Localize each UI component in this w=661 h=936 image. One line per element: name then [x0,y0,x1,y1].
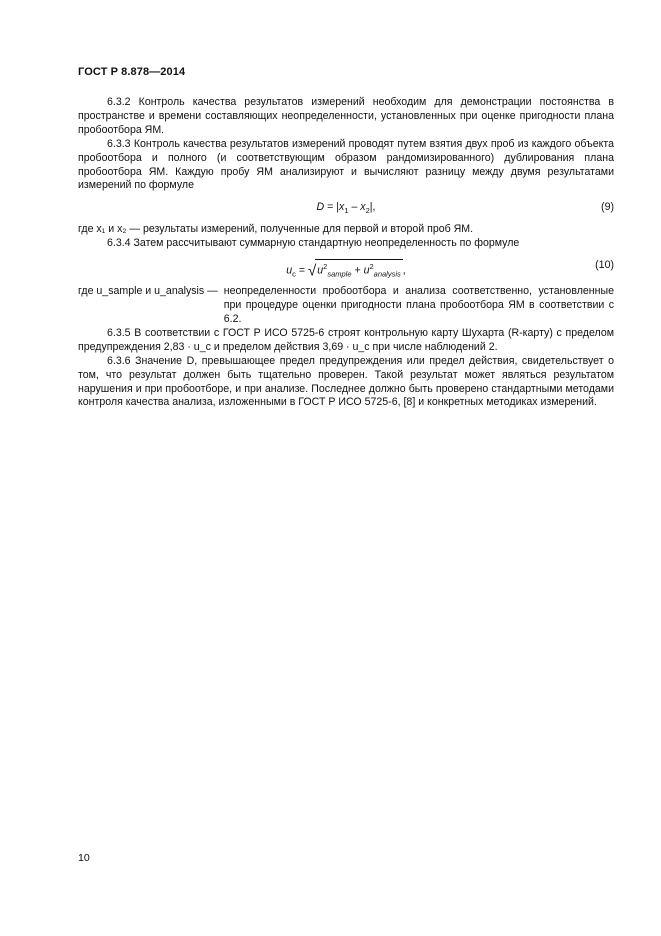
where-10-description: неопределенности пробоотбора и анализа соответственно, установленные при процедуре оценки пригодности плана пробоотбора ЯМ в соответствии с 6.2. [223,285,614,325]
document-header: ГОСТ Р 8.878—2014 [78,66,186,78]
document-body [78,96,614,410]
paragraph-6-3-6: 6.3.6 Значение D, превышающее предел предупреждения или предел действия, свидетельствует о том, что результат должен быть тщательно проверен. Такой результат может являться результатом нарушения и при пробоотборе, и при анализе. Последнее должно быть проверено стандартными методами контроля качества анализа, изложенными в ГОСТ Р ИСО 5725-6, [8] и конкретных методиках измерений. [78,354,614,409]
formula-9 [78,197,614,221]
formula-10-number: (10) [595,259,614,272]
where-10 [78,285,614,327]
paragraph-6-3-4: 6.3.4 Затем рассчитывают суммарную стандартную неопределенность по формуле [107,237,520,250]
where-9: где x₁ и x₂ — результаты измерений, полученные для первой и второй проб ЯМ. [78,223,474,236]
paragraph-6-3-5: 6.3.5 В соответствии с ГОСТ Р ИСО 5725-6 строят контрольную карту Шухарта (R-карту) с пределом предупреждения 2,83 · u_c и пределом действия 3,69 · u_c при числе наблюдений 2. [78,326,614,353]
formula-10 [78,255,614,283]
formula-9-number: (9) [601,201,614,214]
sqrt-icon: √ [308,262,317,280]
where-10-symbols: где u_sample и u_analysis — [78,285,218,298]
formula-10-expression: $u_c = √u^2_{sample} + u^2_{analysis}$ , [78,259,614,282]
paragraph-6-3-3: 6.3.3 Контроль качества результатов измерений проводят путем взятия двух проб из каждого объекта пробоотбора и полного (и соответствующим образом рандомизированного) дублирования плана пробоотбора ЯМ. Каждую пробу ЯМ анализируют и вычисляют разницу между двумя результатами измерений по формуле [78,137,614,192]
sqrt-radicand: $u^2_{sample} + u^2_{analysis}$ [315,259,403,282]
formula-9-expression: $D = |x_1 - x_2|$, [316,201,376,216]
page-number: 10 [78,852,90,864]
paragraph-6-3-2: 6.3.2 Контроль качества результатов измерений необходим для демонстрации постоянства в пространстве и времени составляющих неопределенности, установленных при оценке пригодности плана пробоотбора ЯМ. [78,96,614,136]
